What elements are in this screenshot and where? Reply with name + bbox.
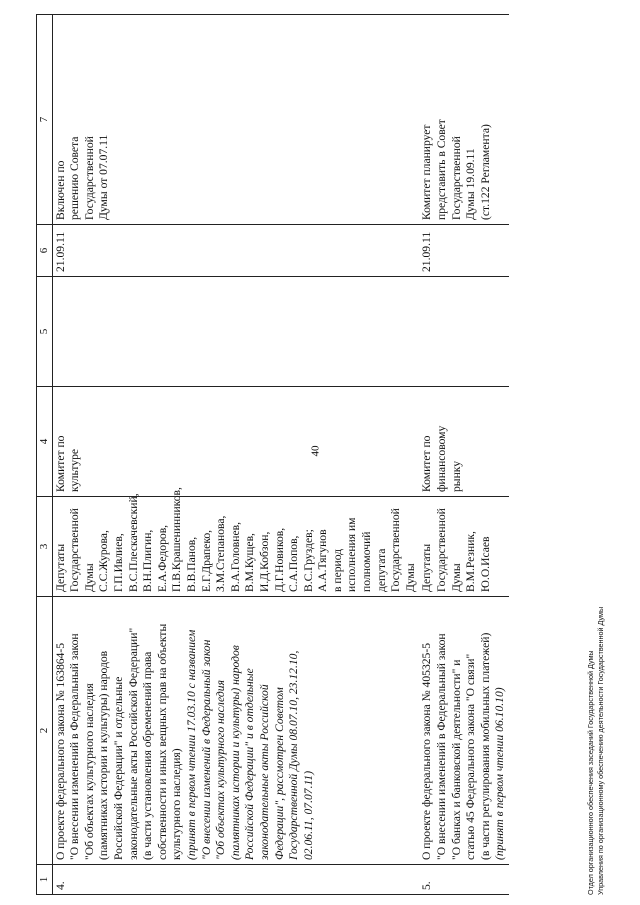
author-line: полномочий xyxy=(360,531,374,592)
desc-line: Российской Федерации" и отдельные xyxy=(111,676,125,860)
header-col-1: 1 xyxy=(37,865,53,895)
footer-line: Отдел организационного обеспечения заседаний Государственной Думы xyxy=(586,650,595,895)
row-number: 5. xyxy=(419,865,509,895)
review-date: 21.09.11 xyxy=(419,225,509,277)
desc-italic-line: (принят в первом чтении 17.03.10 с названием xyxy=(184,629,198,860)
author-line: А.А.Тягунов xyxy=(316,529,330,592)
desc-italic-line: (принят в первом чтении 06.10.10) xyxy=(493,687,507,860)
header-col-4: 4 xyxy=(37,387,53,497)
bill-description xyxy=(419,597,509,865)
author-line: исполнения им xyxy=(345,517,359,592)
author-line: Депутаты xyxy=(53,543,67,592)
note-line: (ст.122 Регламента) xyxy=(478,124,492,220)
author-line: Е.А.Федоров, xyxy=(155,524,169,592)
desc-italic-line: Государственной Думы 08.07.10, 23.12.10, xyxy=(287,650,301,860)
bill-authors xyxy=(52,487,419,597)
note-line: Государственной xyxy=(82,136,96,220)
author-line: Думы xyxy=(449,563,463,592)
desc-line: (памятниках истории и культуры) народов xyxy=(97,650,111,860)
desc-line: собственности и иных вещных прав на объекты xyxy=(155,623,169,860)
author-line: Депутаты xyxy=(420,543,434,592)
desc-line: "Об объектах культурного наследия xyxy=(82,683,96,860)
committee-line: Комитет по xyxy=(53,435,67,492)
desc-line: статью 45 Федерального закона "О связи" xyxy=(464,653,478,860)
author-line: В.М.Кущев, xyxy=(243,533,257,592)
review-date: 21.09.11 xyxy=(52,225,419,277)
author-line: Д.Г.Новиков, xyxy=(272,527,286,592)
header-col-2: 2 xyxy=(37,597,53,865)
author-line: З.М.Степанова, xyxy=(214,515,228,592)
desc-line: культурного наследия) xyxy=(170,748,184,860)
author-line: В.С.Плескачевский, xyxy=(126,493,140,592)
note-line: Включен по xyxy=(53,160,67,220)
col-5-cell xyxy=(52,277,419,387)
author-line: С.С.Журова, xyxy=(97,530,111,592)
responsible-committee xyxy=(52,387,419,497)
author-line: В.М.Резник, xyxy=(464,531,478,592)
desc-line: О проекте федерального закона № 163864-5 xyxy=(53,643,67,860)
committee-line: финансовому xyxy=(435,425,449,492)
author-line: Г.П.Ивлиев, xyxy=(111,533,125,592)
author-line: Государственной xyxy=(389,508,403,592)
desc-line: "О банках и банковской деятельности" и xyxy=(449,659,463,860)
desc-line: "О внесении изменений в Федеральный закон xyxy=(68,633,82,860)
desc-line: (в части установления обременений права xyxy=(141,651,155,860)
col-5-cell xyxy=(419,277,509,387)
desc-italic-line: Федерации", рассмотрен Советом xyxy=(272,687,286,860)
table-row xyxy=(419,15,509,895)
author-line: Государственной xyxy=(68,508,82,592)
header-col-5: 5 xyxy=(37,277,53,387)
note-cell xyxy=(419,15,509,225)
responsible-committee xyxy=(419,387,509,497)
note-line: Думы 19.09.11 xyxy=(464,148,478,220)
agenda-table xyxy=(36,14,509,895)
footer-line: Управления по организационному обеспечению деятельности Государственной Думы xyxy=(595,606,605,895)
footer xyxy=(586,607,605,895)
header-col-3: 3 xyxy=(37,497,53,597)
author-line: Думы xyxy=(82,563,96,592)
note-line: представить в Совет xyxy=(435,119,449,220)
desc-italic-line: "О внесении изменений в Федеральный закон xyxy=(199,639,213,860)
author-line: Е.Г.Драпеко, xyxy=(199,529,213,592)
author-line: В.С.Груздев; xyxy=(301,529,315,592)
committee-line: культуре xyxy=(68,448,82,492)
note-line: решению Совета xyxy=(68,136,82,220)
bill-description xyxy=(52,597,419,865)
author-line: в период xyxy=(330,548,344,592)
author-line: Ю.О.Исаев xyxy=(478,536,492,592)
committee-line: Комитет по xyxy=(420,435,434,492)
author-line: Думы xyxy=(403,563,417,592)
desc-italic-line: "Об объектах культурного наследия xyxy=(214,680,228,860)
desc-line: О проекте федерального закона № 405325-5 xyxy=(420,643,434,860)
author-line: С.А.Попов, xyxy=(287,535,301,592)
page-number: 40 xyxy=(309,445,322,457)
table-row xyxy=(52,15,419,895)
note-cell xyxy=(52,15,419,225)
note-line: Думы от 07.07.11 xyxy=(97,134,111,220)
desc-italic-line: 02.06.11, 07.07.11) xyxy=(301,770,315,860)
table-header-row xyxy=(37,15,53,895)
author-line: Государственной xyxy=(435,508,449,592)
author-line: В.А.Головнев, xyxy=(228,521,242,592)
desc-italic-line: (памятниках истории и культуры) народов xyxy=(228,645,242,860)
author-line: В.Н.Плигин, xyxy=(141,529,155,592)
header-col-6: 6 xyxy=(37,225,53,277)
desc-italic-line: законодательные акты Российской xyxy=(257,684,271,860)
author-line: В.В.Панов, xyxy=(184,536,198,592)
author-line: П.В.Крашенинников, xyxy=(170,487,184,592)
committee-line: рынку xyxy=(449,460,463,492)
author-line: депутата xyxy=(374,548,388,592)
desc-italic-line: Российской Федерации" и в отдельные xyxy=(243,668,257,860)
note-line: Комитет планирует xyxy=(420,124,434,220)
bill-authors xyxy=(419,497,509,597)
note-line: Государственной xyxy=(449,136,463,220)
author-line: И.Д.Кобзон, xyxy=(257,531,271,592)
desc-line: (в части регулирования мобильных платежей) xyxy=(478,632,492,860)
header-col-7: 7 xyxy=(37,15,53,225)
row-number: 4. xyxy=(52,865,419,895)
desc-line: "О внесении изменений в Федеральный закон xyxy=(435,633,449,860)
desc-line: законодательные акты Российской Федерации" xyxy=(126,627,140,860)
